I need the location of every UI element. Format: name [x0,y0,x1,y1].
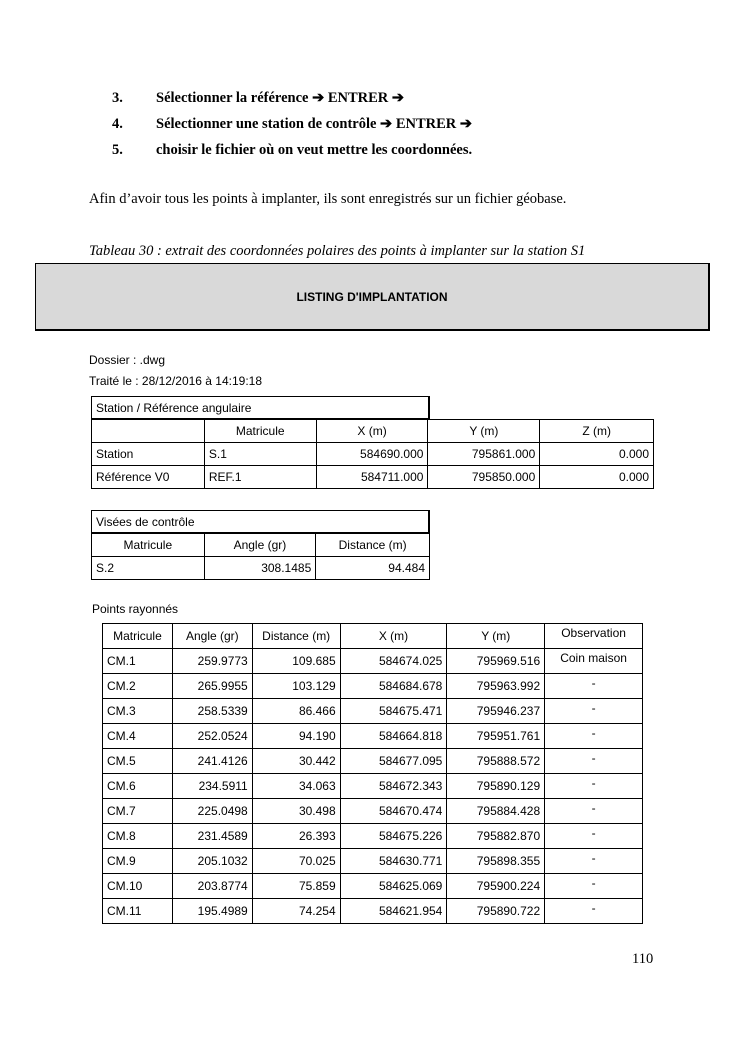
table-row [92,557,430,580]
cell: 203.8774 [172,874,252,899]
step-text: Sélectionner la référence ➔ ENTRER ➔ [156,90,405,106]
cell: 26.393 [252,824,340,849]
cell: 584674.025 [340,649,447,674]
cell: CM.5 [103,749,173,774]
table-row [92,466,654,489]
step-5 [112,142,472,159]
header-cell: Matricule [103,624,173,649]
cell: 795951.761 [447,724,545,749]
table-row [92,443,654,466]
station-table-title [91,396,430,420]
cell: CM.4 [103,724,173,749]
step-number: 3. [112,90,123,106]
cell: 205.1032 [172,849,252,874]
page-number: 110 [632,951,654,967]
header-cell: Observation [545,624,643,649]
header-cell: Y (m) [447,624,545,649]
cell: 94.190 [252,724,340,749]
cell: Coin maison [545,649,643,674]
cell: 795888.572 [447,749,545,774]
step-text: choisir le fichier où on veut mettre les coordonnées. [156,142,473,158]
step-text: Sélectionner une station de contrôle ➔ ENTRER ➔ [156,116,473,132]
cell: 30.498 [252,799,340,824]
cell: 34.063 [252,774,340,799]
cell: 74.254 [252,899,340,924]
points-table-title: Points rayonnés [92,602,179,616]
visees-table-title [91,510,430,534]
table-row [103,874,643,899]
table-caption: Tableau 30 : extrait des coordonnées polaires des points à implanter sur la station S1 [89,243,586,259]
cell: CM.9 [103,849,173,874]
cell: 584690.000 [316,443,428,466]
cell: - [545,874,643,899]
cell: 795890.722 [447,899,545,924]
step-3 [112,90,404,107]
cell: - [545,899,643,924]
listing-title: LISTING D'IMPLANTATION [296,289,448,304]
cell: 252.0524 [172,724,252,749]
cell: S.1 [204,443,316,466]
cell: 584675.226 [340,824,447,849]
cell: 259.9773 [172,649,252,674]
cell: Référence V0 [92,466,205,489]
cell: REF.1 [204,466,316,489]
cell: 584672.343 [340,774,447,799]
cell: 795900.224 [447,874,545,899]
cell: 795861.000 [428,443,540,466]
listing-title-box [35,263,710,331]
table-row [103,674,643,699]
cell: 795890.129 [447,774,545,799]
header-cell: Angle (gr) [204,534,316,557]
cell: 308.1485 [204,557,316,580]
cell: 231.4589 [172,824,252,849]
visees-table [91,533,430,580]
points-table [102,623,643,924]
cell: 109.685 [252,649,340,674]
station-table [91,419,654,489]
cell: 795884.428 [447,799,545,824]
cell: 795850.000 [428,466,540,489]
dossier-label: Dossier : .dwg [89,353,166,367]
header-cell [92,420,205,443]
cell: 584621.954 [340,899,447,924]
table-header-row [92,420,654,443]
header-cell: Angle (gr) [172,624,252,649]
cell: CM.3 [103,699,173,724]
cell: 795946.237 [447,699,545,724]
header-cell: Y (m) [428,420,540,443]
cell: CM.2 [103,674,173,699]
cell: - [545,724,643,749]
cell: 241.4126 [172,749,252,774]
traite-label: Traité le : 28/12/2016 à 14:19:18 [89,374,263,388]
cell: 795898.355 [447,849,545,874]
table-header-row [92,534,430,557]
cell: 795882.870 [447,824,545,849]
cell: 30.442 [252,749,340,774]
visees-table-title-text: Visées de contrôle [96,514,195,529]
cell: 584677.095 [340,749,447,774]
cell: 584664.818 [340,724,447,749]
cell: CM.10 [103,874,173,899]
cell: - [545,849,643,874]
cell: 94.484 [316,557,430,580]
cell: - [545,774,643,799]
step-number: 4. [112,116,123,132]
table-row [103,749,643,774]
cell: 584684.678 [340,674,447,699]
cell: CM.11 [103,899,173,924]
step-number: 5. [112,142,123,158]
table-row [103,899,643,924]
cell: Station [92,443,205,466]
cell: - [545,799,643,824]
table-row [103,849,643,874]
cell: CM.1 [103,649,173,674]
cell: 795969.516 [447,649,545,674]
cell: 70.025 [252,849,340,874]
cell: 584711.000 [316,466,428,489]
header-cell: X (m) [340,624,447,649]
cell: 265.9955 [172,674,252,699]
table-row [103,649,643,674]
cell: 584670.474 [340,799,447,824]
table-row [103,724,643,749]
header-cell: X (m) [316,420,428,443]
header-cell: Z (m) [540,420,654,443]
table-row [103,824,643,849]
cell: 234.5911 [172,774,252,799]
station-table-title-text: Station / Référence angulaire [96,400,252,415]
cell: - [545,699,643,724]
body-paragraph: Afin d’avoir tous les points à implanter, ils sont enregistrés sur un fichier géobase. [89,191,567,207]
cell: CM.6 [103,774,173,799]
header-cell: Distance (m) [316,534,430,557]
header-cell: Distance (m) [252,624,340,649]
cell: 0.000 [540,443,654,466]
cell: 86.466 [252,699,340,724]
table-row [103,774,643,799]
table-header-row [103,624,643,649]
cell: 584630.771 [340,849,447,874]
cell: 0.000 [540,466,654,489]
header-cell: Matricule [92,534,205,557]
cell: - [545,674,643,699]
cell: 225.0498 [172,799,252,824]
cell: CM.8 [103,824,173,849]
cell: 75.859 [252,874,340,899]
cell: - [545,824,643,849]
cell: 103.129 [252,674,340,699]
cell: 584675.471 [340,699,447,724]
cell: 258.5339 [172,699,252,724]
cell: - [545,749,643,774]
table-row [103,799,643,824]
cell: S.2 [92,557,205,580]
cell: 584625.069 [340,874,447,899]
header-cell: Matricule [204,420,316,443]
cell: 795963.992 [447,674,545,699]
table-row [103,699,643,724]
cell: 195.4989 [172,899,252,924]
step-4 [112,116,472,133]
cell: CM.7 [103,799,173,824]
